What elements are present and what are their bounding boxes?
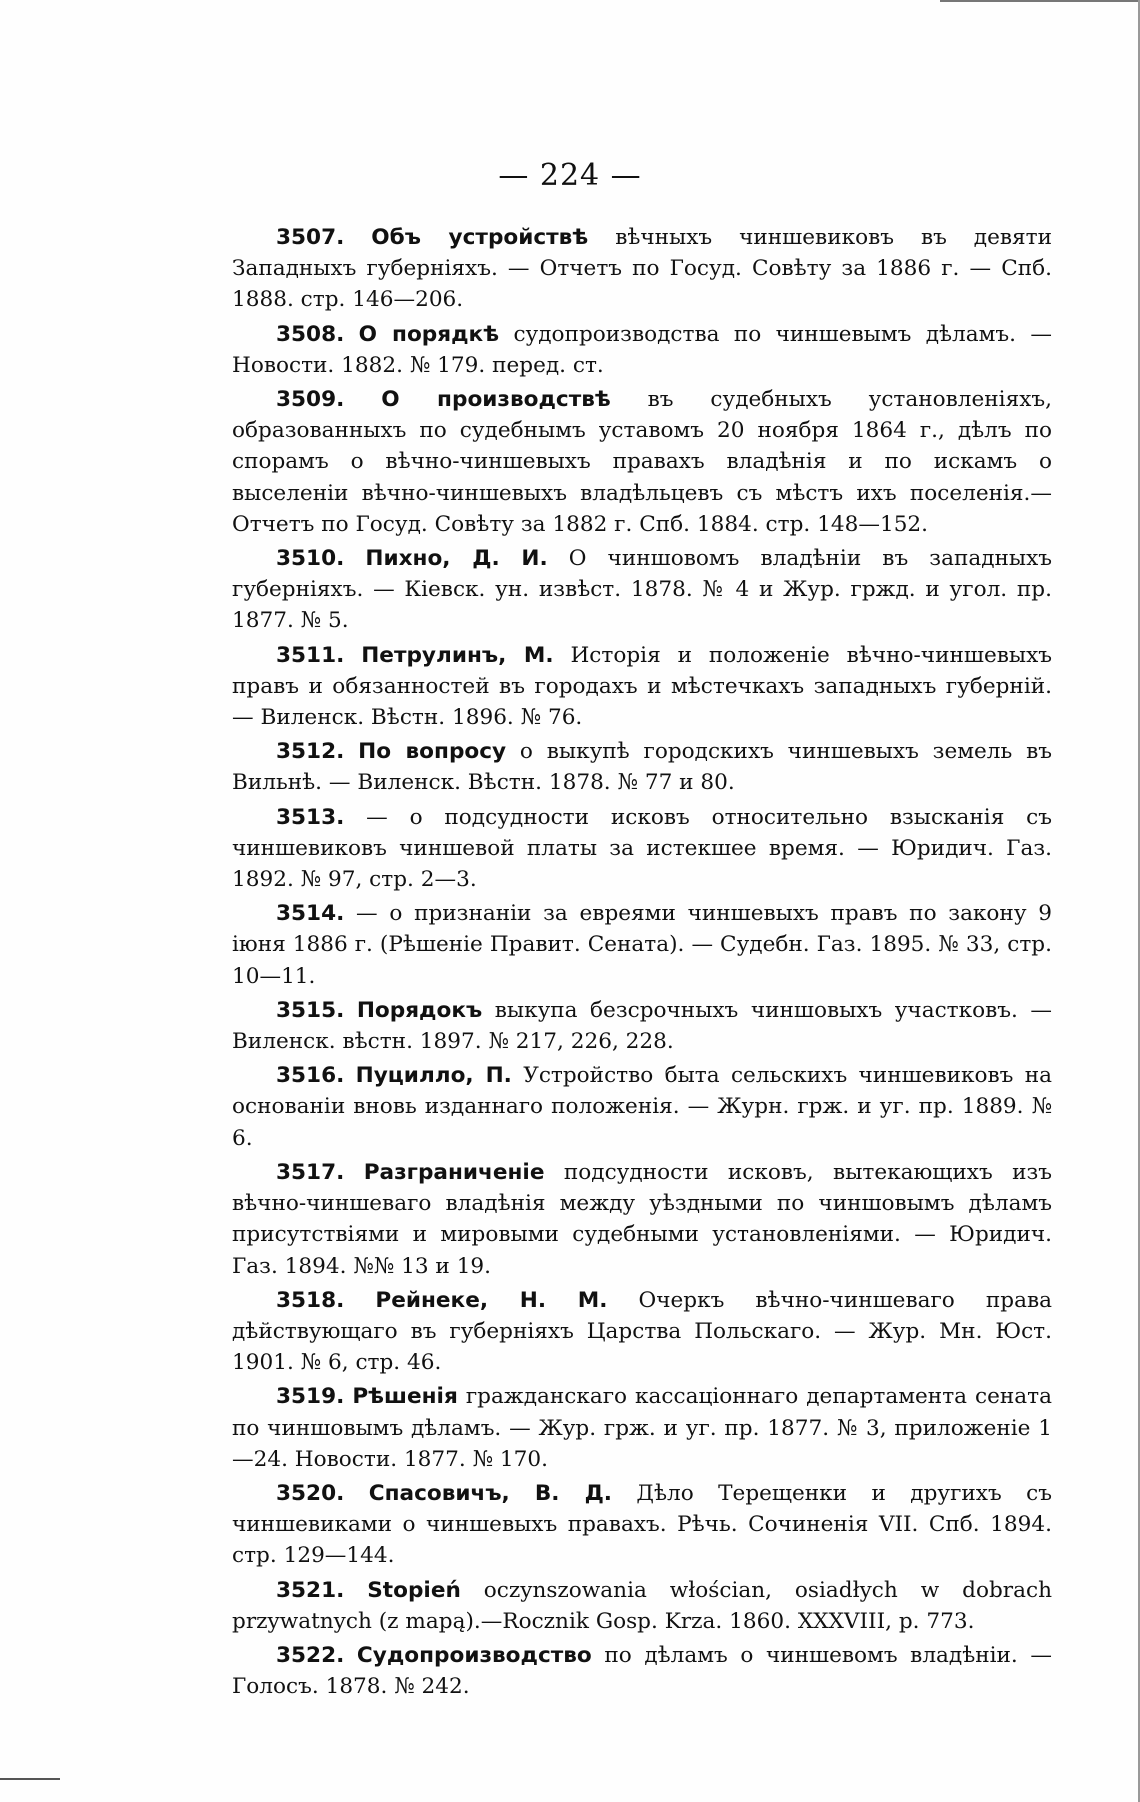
entry-number: 3510. [276,546,345,572]
entry-number: 3508. [276,321,345,347]
bibliography-entry-3508 [232,319,1052,381]
bibliography-entry-3509 [232,384,1052,540]
entry-heading: О порядкѣ [358,321,500,347]
entry-number: 3520. [276,1480,345,1506]
entry-heading: Петрулинъ, М. [361,642,554,668]
bibliography-entry-3510 [232,543,1052,637]
entry-number: 3516. [276,1063,345,1089]
bibliography-entry-3511 [232,640,1052,734]
entry-number: 3515. [276,997,345,1023]
entry-number: 3513. [276,804,345,830]
page-number: — 224 — [498,158,642,193]
entry-heading: Рѣшенія [352,1384,458,1410]
entry-text: О чиншовомъ владѣніи въ западныхъ губерніяхъ. — Кіевск. ун. извѣст. 1878. № 4 и Жур. гржд. и угол. пр. 1877. № 5. [232,546,1052,634]
entry-text: вѣчныхъ чиншевиковъ въ девяти Западныхъ губерніяхъ. — Отчетъ по Госуд. Совѣту за 1886 г. — Спб. 1888. стр. 146—206. [232,225,1052,313]
entry-text: въ судебныхъ установленіяхъ, образованныхъ по судебнымъ уставомъ 20 ноября 1864 г., дѣлъ по спорамъ о вѣчно-чиншевыхъ правахъ владѣнія и по искамъ о выселеніи вѣчно-чиншевыхъ владѣльцевъ съ мѣстъ ихъ поселенія.—Отчетъ по Госуд. Совѣту за 1882 г. Спб. 1884. стр. 148—152. [232,387,1052,537]
entry-text: Дѣло Терещенки и другихъ съ чиншевиками о чиншевыхъ правахъ. Рѣчь. Сочиненія VII. Спб. 1894. стр. 129—144. [232,1480,1052,1569]
entry-number: 3519. [276,1384,345,1410]
bibliography-entry-3512 [232,736,1052,798]
entry-number: 3514. [276,901,345,927]
bibliography-entry-3507 [232,222,1052,316]
entry-number: 3509. [276,387,345,413]
scan-edge-bottom-left [0,1778,60,1780]
bibliography-entry-3521 [232,1575,1052,1637]
entry-heading: Объ устройствѣ [371,225,589,250]
entry-number: 3507. [276,225,345,250]
entry-text: судопроизводства по чиншевымъ дѣламъ. — Новости. 1882. № 179. перед. ст. [232,321,1052,378]
bibliography-entry-3519 [232,1381,1052,1475]
entry-number: 3521. [276,1577,345,1603]
entry-text: о выкупѣ городскихъ чиншевыхъ земель въ Вильнѣ. — Виленск. Вѣстн. 1878. № 77 и 80. [232,739,1052,796]
entry-number: 3511. [276,642,345,668]
entry-heading: По вопросу [358,739,507,765]
entry-heading: Пихно, Д. И. [365,546,548,572]
bibliography-entry-3513 [232,802,1052,896]
entry-heading: Порядокъ [356,997,483,1023]
bibliography-entry-3522 [232,1640,1052,1702]
entry-number: 3522. [276,1642,345,1668]
entry-heading: Stopień [367,1577,461,1603]
bibliography-entry-3520 [232,1478,1052,1572]
entry-text: выкупа безсрочныхъ чиншовыхъ участковъ. — Виленск. вѣстн. 1897. № 217, 226, 228. [232,997,1052,1055]
entry-text: Устройство быта сельскихъ чиншевиковъ на основаніи вновь изданнаго положенія. — Журн. грж. и уг. пр. 1889. № 6. [232,1063,1052,1151]
entry-heading: Пуцилло, П. [355,1063,512,1089]
scan-edge-top [940,0,1140,2]
entry-number: 3517. [276,1159,345,1185]
entry-heading: Разграниченіе [363,1159,545,1185]
bibliography-entry-3518 [232,1285,1052,1379]
bibliography-entry-3515 [232,995,1052,1057]
entry-text: — о признаніи за евреями чиншевыхъ правъ по закону 9 іюня 1886 г. (Рѣшеніе Правит. Сената). — Судебн. Газ. 1895. № 33, стр. 10—11. [232,901,1052,989]
entry-heading: Спасовичъ, В. Д. [368,1480,612,1506]
bibliography-list [232,222,1052,1705]
entry-number: 3512. [276,739,345,765]
entry-text: — о подсудности исковъ относительно взысканія съ чиншевиковъ чиншевой платы за истекшее время. — Юридич. Газ. 1892. № 97, стр. 2—3. [232,804,1052,893]
entry-text: Исторія и положеніе вѣчно-чиншевыхъ правъ и обязанностей въ городахъ и мѣстечкахъ западныхъ губерній. — Виленск. Вѣстн. 1896. № 76. [232,642,1052,731]
entry-heading: Рейнеке, Н. М. [375,1287,608,1313]
entry-heading: О производствѣ [381,387,611,413]
entry-heading: Судопроизводство [356,1642,592,1668]
entry-text: Очеркъ вѣчно-чиншеваго права дѣйствующаго въ губерніяхъ Царства Польскаго. — Жур. Мн. Юст. 1901. № 6, стр. 46. [232,1287,1052,1376]
bibliography-entry-3517 [232,1157,1052,1282]
entry-text: гражданскаго кассаціоннаго департамента сената по чиншовымъ дѣламъ. — Жур. грж. и уг. пр. 1877. № 3, приложеніе 1—24. Новости. 1877. № 170. [232,1384,1052,1472]
bibliography-entry-3514 [232,898,1052,992]
entry-number: 3518. [276,1287,345,1313]
entry-text: по дѣламъ о чиншевомъ владѣніи. — Голосъ. 1878. № 242. [232,1642,1052,1700]
entry-text: oczynszowania włościan, osiadłych w dobrach przywatnych (z mapą).—Rocznik Gosp. Krza. 1860. XXXVIII, p. 773. [232,1577,1052,1634]
bibliography-entry-3516 [232,1060,1052,1154]
entry-text: подсудности исковъ, вытекающихъ изъ вѣчно-чиншеваго владѣнія между уѣздными по чиншовымъ дѣламъ присутствіями и мировыми судебными установленіями. — Юридич. Газ. 1894. №№ 13 и 19. [232,1159,1052,1279]
